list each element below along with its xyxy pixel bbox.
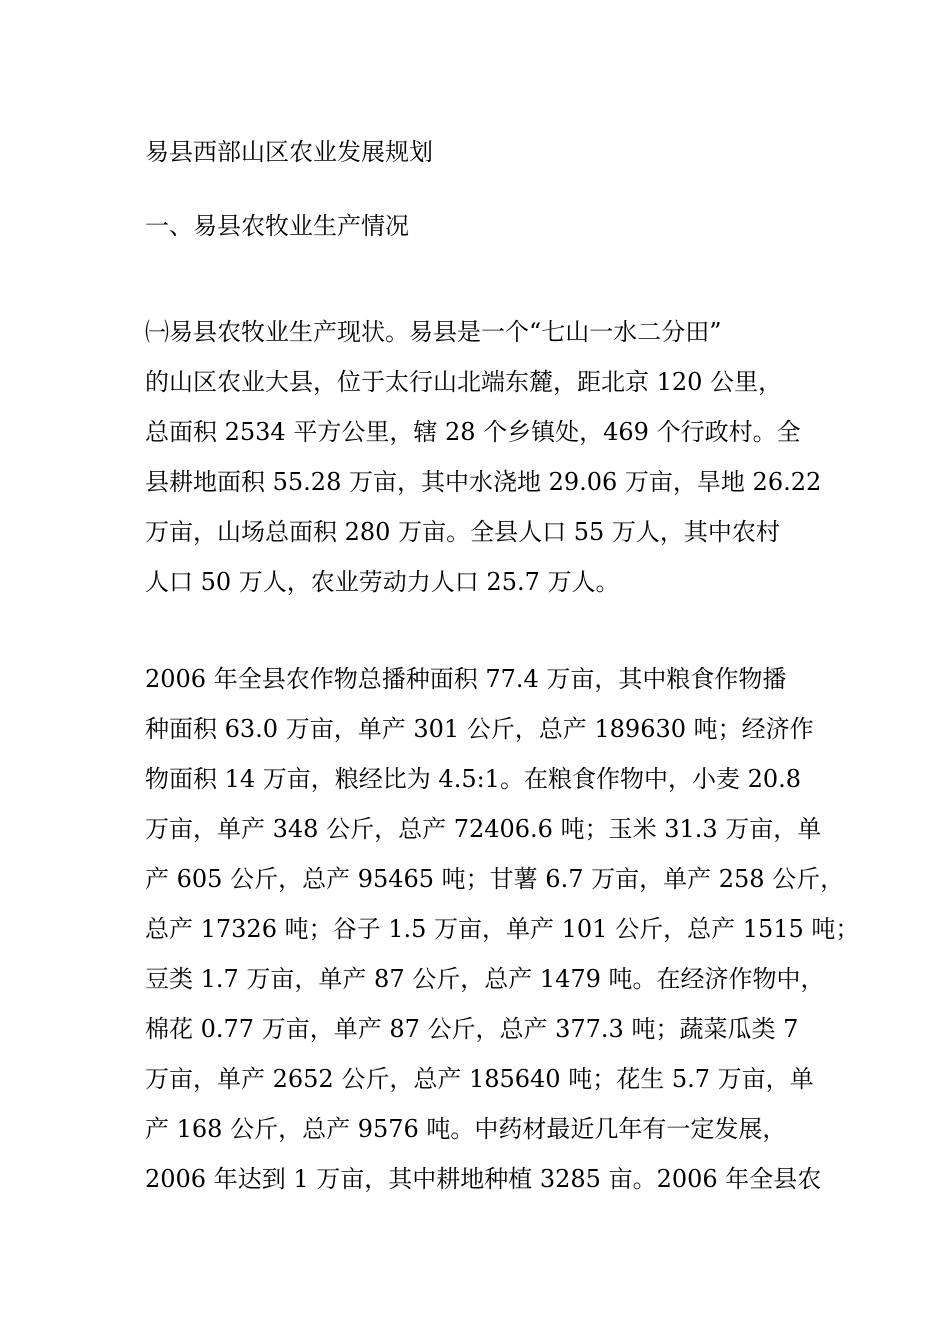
document-title: 易县西部山区农业发展规划	[145, 138, 433, 166]
text-line: 的山区农业大县，位于太行山北端东麓，距北京 120 公里，	[145, 368, 783, 396]
text-line: 豆类 1.7 万亩，单产 87 公斤，总产 1479 吨。在经济作物中，	[145, 965, 825, 993]
text-line: 产 605 公斤，总产 95465 吨；甘薯 6.7 万亩，单产 258 公斤，	[145, 865, 845, 893]
text-line: 县耕地面积 55.28 万亩，其中水浇地 29.06 万亩，旱地 26.22	[145, 468, 822, 496]
text-line: 种面积 63.0 万亩，单产 301 公斤，总产 189630 吨；经济作	[145, 715, 814, 743]
text-line: 物面积 14 万亩，粮经比为 4.5:1。在粮食作物中，小麦 20.8	[145, 765, 802, 793]
text-line: 产 168 公斤，总产 9576 吨。中药材最近几年有一定发展，	[145, 1115, 787, 1143]
paragraph-production-status	[145, 307, 822, 607]
paragraph-crop-statistics	[145, 654, 860, 1204]
text-line: ㈠易县农牧业生产现状。易县是一个“七山一水二分田”	[145, 318, 722, 346]
text-line: 万亩，单产 348 公斤，总产 72406.6 吨；玉米 31.3 万亩，单	[145, 815, 822, 843]
text-line: 棉花 0.77 万亩，单产 87 公斤，总产 377.3 吨；蔬菜瓜类 7	[145, 1015, 799, 1043]
text-line: 总产 17326 吨；谷子 1.5 万亩，单产 101 公斤，总产 1515 吨；	[145, 915, 860, 943]
text-line: 万亩，山场总面积 280 万亩。全县人口 55 万人，其中农村	[145, 518, 780, 546]
text-line: 人口 50 万人，农业劳动力人口 25.7 万人。	[145, 568, 620, 596]
text-line: 总面积 2534 平方公里，辖 28 个乡镇处，469 个行政村。全	[145, 418, 801, 446]
text-line: 万亩，单产 2652 公斤，总产 185640 吨；花生 5.7 万亩，单	[145, 1065, 814, 1093]
text-line: 2006 年全县农作物总播种面积 77.4 万亩，其中粮食作物播	[145, 665, 787, 693]
section-heading: 一、易县农牧业生产情况	[145, 212, 409, 240]
text-line: 2006 年达到 1 万亩，其中耕地种植 3285 亩。2006 年全县农	[145, 1165, 822, 1193]
